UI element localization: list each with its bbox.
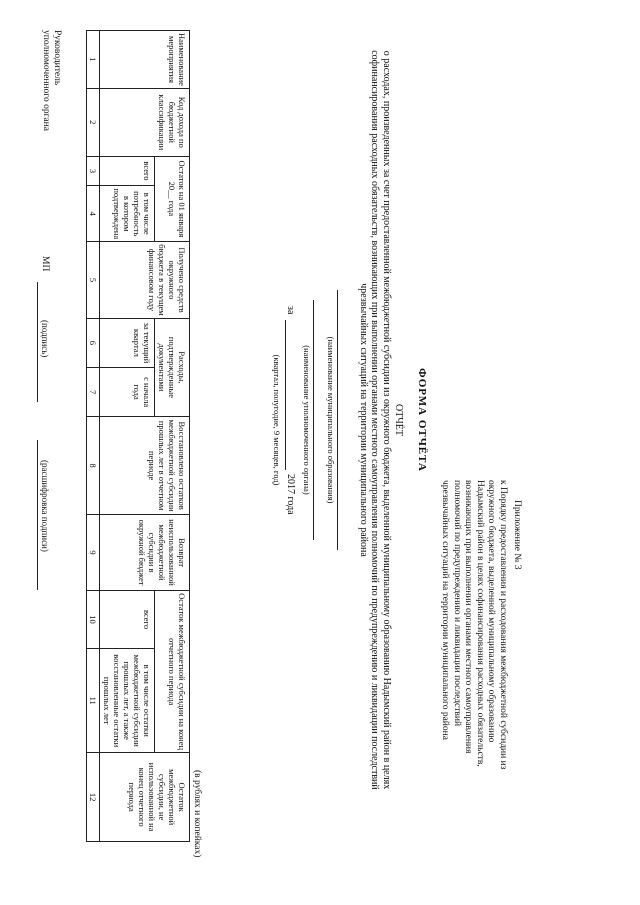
col-number: 3 [87,156,100,186]
header-incl-need: в том числе потребность в котором подтверждена [100,186,155,242]
rotated-document [20,20,540,885]
col-number: 12 [87,753,100,842]
signature-line [37,282,38,402]
header-balance-end: Остаток межбюджетной субсидии на конец отчетного периода [155,590,190,752]
authority-line [313,300,314,540]
header-name: Наименование мероприятия [100,31,190,89]
header-received: Получено средств окружного бюджета в текущем финансовом году [100,242,190,319]
period-prefix: за [285,306,296,315]
header-code: Код дохода по бюджетной классификации [100,88,190,156]
form-title: ФОРМА ОТЧЁТА [416,368,428,472]
col-number: 10 [87,590,100,648]
col-number: 9 [87,515,100,591]
header-row-1 [155,31,190,842]
header-total-2: всего [100,590,155,648]
header-quarter: за текущий квартал [100,318,155,367]
header-expenses: Расходы, подтвержденные документами [155,318,190,416]
period-line [285,320,286,470]
header-returned: Возврат неиспользованной межбюджетной субсидии в окружной бюджет [100,515,190,591]
header-restored: Восстановлено остатков межбюджетной субсидии прошлых лет в отчетном периоде [100,417,190,515]
report-year: 2017 года [285,474,296,515]
decode-line [37,440,38,590]
authority-caption: (наименование уполномоченного органа) [302,345,312,495]
col-number: 5 [87,242,100,319]
col-number: 6 [87,318,100,367]
header-total: всего [100,156,155,186]
signature-caption: (подпись) [40,320,50,358]
decode-caption: (расшифровка подписи) [40,460,50,552]
header-balance-start: Остаток на 01 января 20__ года [155,156,190,242]
col-number: 2 [87,88,100,156]
units-note: (в рублях и копейках) [192,770,202,858]
municipality-caption: (наименование муниципального образования) [326,336,336,504]
column-numbers-row [87,31,100,842]
stamp-place: МП [40,256,50,272]
col-number: 7 [87,368,100,417]
period-caption: (квартал, полугодие, 9 месяцев, год) [272,354,282,486]
header-incl-rest: в том числе остатки межбюджетной субсидии прошлых лет, а также восстановленные остатки прошлых лет [100,649,155,753]
header-unused: Остаток межбюджетной субсидии, не использованной на конец отчетного периода [100,753,190,842]
appendix-number: Приложение № 3 [512,500,522,570]
report-heading: ОТЧЁТ [393,403,404,437]
col-number: 8 [87,417,100,515]
report-table [86,30,190,842]
report-description: о расходах, произведенных за счет предоставленной межбюджетной субсидии из окружного бюджета, выделенной муниципальному образованию Надымский район в целях софинансирования расходных обязательств, возникающих при выполнении органами местного самоуправления полномочий по предупреждению и ликвидации последствий чрезвычайных ситуаций на территории муниципального района [358,50,392,790]
appendix-text: к Порядку предоставления и расходования межбюджетной субсидии из окружного бюджета, выделенной муниципальному образованию Надымский район в целях софинансирования расходных обязательств, возникающих при выполнении органами местного самоуправления полномочий по предупреждению и ликвидации последствий чрезвычайных ситуаций на территории муниципального района [440,480,508,770]
col-number: 4 [87,186,100,242]
col-number: 11 [87,649,100,753]
col-number: 1 [87,31,100,89]
head-of-authority: Руководитель уполномоченного органа [41,30,62,131]
header-year-start: с начала года [100,368,155,417]
municipality-line [337,290,338,550]
